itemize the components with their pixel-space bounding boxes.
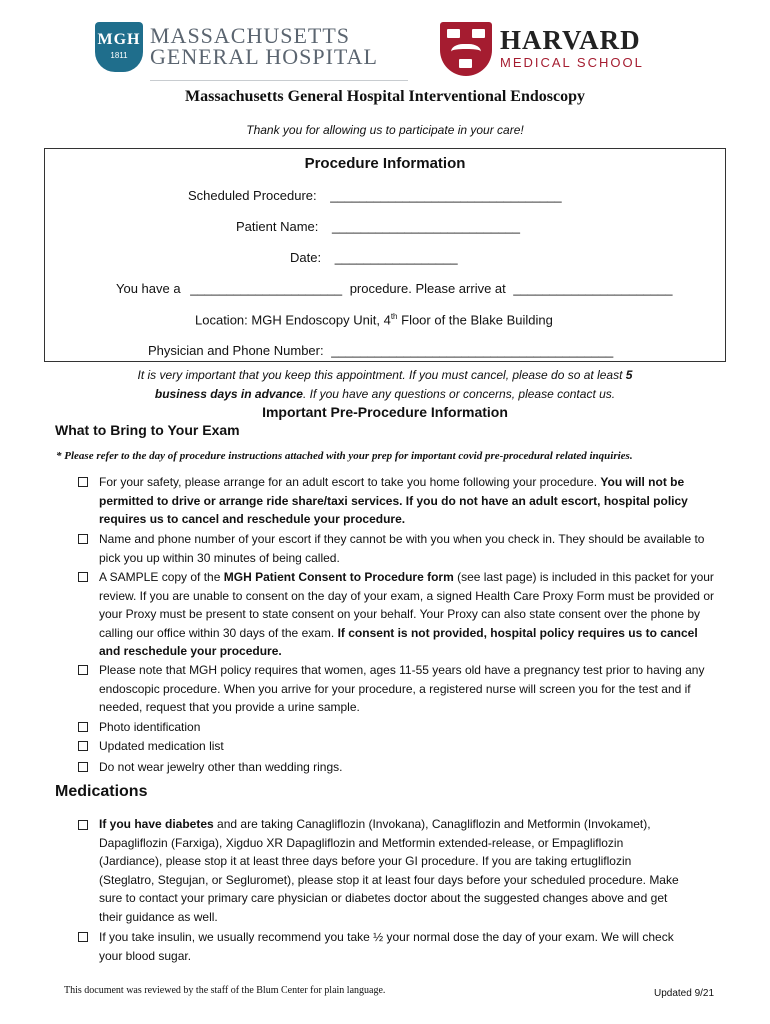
- checkbox[interactable]: [78, 665, 88, 675]
- mgh-logo-shield: [95, 22, 143, 72]
- mgh-logo-year: 1811: [110, 51, 128, 60]
- physician-row: [148, 343, 613, 358]
- cancellation-notice: [110, 366, 660, 404]
- patient-name-field[interactable]: __________________________: [332, 219, 520, 234]
- checkbox[interactable]: [78, 741, 88, 751]
- what-to-bring-heading: What to Bring to Your Exam: [55, 422, 240, 438]
- location-suffix: Floor of the Blake Building: [401, 312, 553, 328]
- scheduled-procedure-label: Scheduled Procedure:: [188, 188, 317, 203]
- list-item-diabetes: [99, 815, 684, 927]
- date-row: [290, 250, 458, 265]
- list-item-med-list: Updated medication list: [99, 739, 224, 753]
- covid-refer-note: * Please refer to the day of procedure instructions attached with your prep for important covid pre-procedural related inquiries.: [56, 450, 633, 462]
- date-label: Date:: [290, 250, 322, 265]
- shield-chevron-icon: [451, 44, 481, 63]
- diabetes-bold: If you have diabetes: [99, 817, 214, 831]
- mgh-name-line1: MASSACHUSETTS: [150, 23, 351, 48]
- checkbox[interactable]: [78, 722, 88, 732]
- location-sup: th: [390, 312, 398, 321]
- checkbox[interactable]: [78, 572, 88, 582]
- footer-review-note: This document was reviewed by the staff of the Blum Center for plain language.: [64, 985, 386, 996]
- arrive-label: procedure. Please arrive at: [349, 281, 506, 296]
- harvard-shield-icon: [440, 22, 492, 76]
- checkbox[interactable]: [78, 762, 88, 772]
- list-item-insulin: If you take insulin, we usually recommend you take ½ your normal dose the day of your exam. We will check your blood sugar.: [99, 930, 674, 963]
- consent-pre: A SAMPLE copy of the: [99, 570, 221, 584]
- mgh-logo-name: [150, 25, 378, 67]
- escort-text: For your safety, please arrange for an adult escort to take you home following your procedure.: [99, 475, 598, 489]
- notice-bold-2: business days in advance: [154, 387, 303, 401]
- footer-updated: Updated 9/21: [654, 988, 715, 999]
- scheduled-procedure-field[interactable]: ________________________________: [330, 188, 562, 203]
- notice-bold-1: 5: [625, 368, 633, 382]
- procedure-type-field[interactable]: _____________________: [190, 281, 343, 296]
- list-item-pregnancy: Please note that MGH policy requires that women, ages 11-55 years old have a pregnancy test prior to having any endoscopic procedure. When you arrive for your procedure, a registered nurse will screen you for the test and if needed, request that you provide a urine sample.: [99, 663, 705, 715]
- shield-book-icon: [472, 29, 485, 38]
- mgh-logo-rule: [150, 80, 408, 81]
- checkbox[interactable]: [78, 932, 88, 942]
- you-have-label: You have a: [116, 281, 181, 296]
- scheduled-procedure-row: [188, 188, 562, 203]
- checkbox[interactable]: [78, 820, 88, 830]
- physician-label: Physician and Phone Number:: [148, 343, 324, 358]
- document-title: Massachusetts General Hospital Interventional Endoscopy: [184, 88, 585, 105]
- list-item-jewelry: Do not wear jewelry other than wedding rings.: [99, 760, 343, 774]
- consent-bold-2: If consent is not provided, hospital policy requires us to cancel and reschedule your procedure.: [99, 625, 698, 659]
- procedure-info-heading: Procedure Information: [304, 155, 466, 172]
- mgh-logo-abbr: MGH: [97, 31, 141, 48]
- procedure-arrival-row: [116, 281, 672, 296]
- thank-you-line: Thank you for allowing us to participate in your care!: [246, 123, 524, 137]
- shield-book-icon: [447, 29, 460, 38]
- consent-post: (see last page) is included in this packet for your review. If you are unable to consent on the day of your exam, a signed Health Care Proxy Form must be provided or your Proxy must be present to state consent on your behalf. Your Proxy can also state consent over the phone by calling our office within 30 days of the exam.: [99, 570, 714, 640]
- escort-bold-text: You will not be permitted to drive or arrange ride share/taxi services. If you do not have an adult escort, hospital policy requires us to cancel and reschedule your procedure.: [99, 475, 688, 527]
- patient-name-row: [236, 219, 520, 234]
- harvard-logo-sub: MEDICAL SCHOOL: [500, 55, 644, 70]
- harvard-logo-name: HARVARD: [500, 25, 641, 55]
- location-row: [195, 312, 553, 327]
- list-item-escort-contact: Name and phone number of your escort if they cannot be with you when you check in. They should be available to pick you up within 30 minutes of being called.: [99, 532, 705, 565]
- diabetes-text: and are taking Canagliflozin (Invokana), Canagliflozin and Metformin (Invokamet), Dapagliflozin (Farxiga), Xigduo XR Dapagliflozin and Metformin extended-release, or Empagliflozin (Jardiance), please stop it at least three days before your GI procedure. If you are taking ertugliflozin (Steglatro, Stegujan, or Segluromet), please stop it at least four days before your scheduled procedure. Make sure to contact your primary care physician or diabetes doctor about the suggested changes above and get their guidance as well.: [99, 817, 679, 924]
- list-item-consent: [99, 568, 719, 661]
- pre-procedure-heading: Important Pre-Procedure Information: [262, 404, 508, 420]
- checkbox[interactable]: [78, 477, 88, 487]
- mgh-name-line2: GENERAL HOSPITAL: [150, 44, 378, 69]
- medications-heading: Medications: [55, 783, 148, 800]
- notice-text-1: It is very important that you keep this appointment. If you must cancel, please do so at least: [137, 368, 623, 382]
- date-field[interactable]: _________________: [334, 250, 458, 265]
- list-item-escort: [99, 473, 719, 529]
- arrival-time-field[interactable]: ______________________: [513, 281, 673, 296]
- physician-field[interactable]: _______________________________________: [331, 343, 614, 358]
- location-prefix: Location: MGH Endoscopy Unit, 4: [195, 312, 391, 328]
- list-item-photo-id: Photo identification: [99, 720, 201, 734]
- checkbox[interactable]: [78, 534, 88, 544]
- patient-name-label: Patient Name:: [236, 219, 319, 234]
- consent-form-name: MGH Patient Consent to Procedure form: [223, 570, 454, 584]
- notice-text-2: . If you have any questions or concerns, please contact us.: [302, 387, 616, 401]
